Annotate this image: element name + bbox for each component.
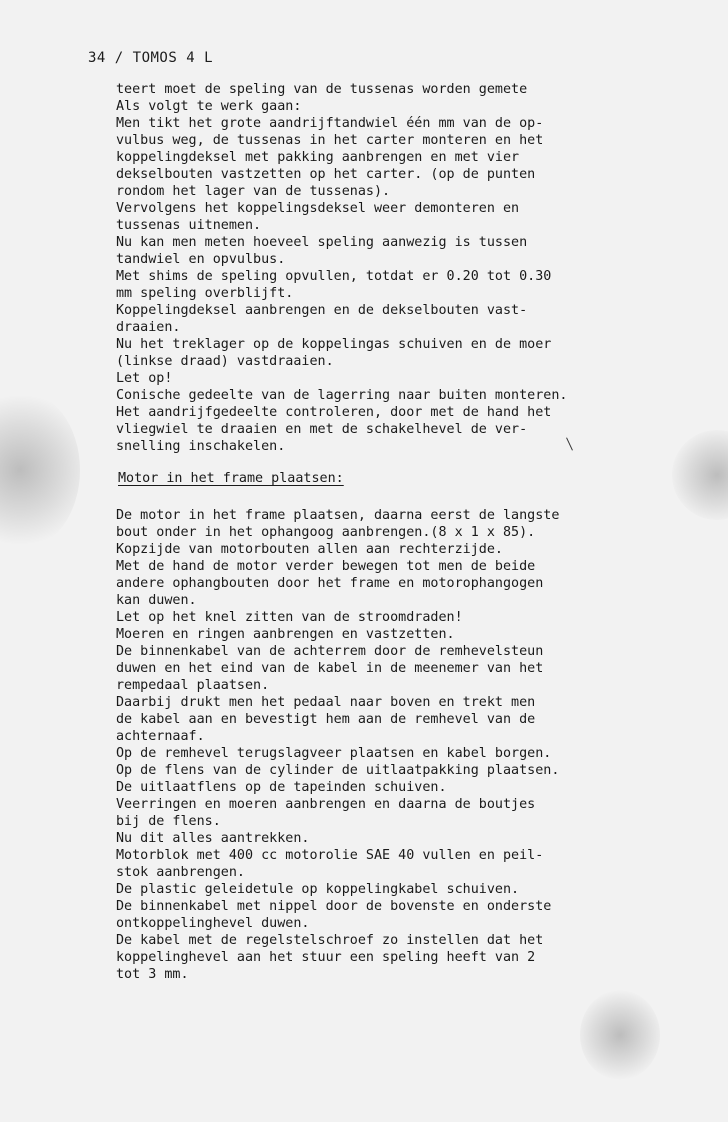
text-line: Conische gedeelte van de lagerring naar buiten monteren. (116, 388, 568, 403)
text-line: Koppelingdeksel aanbrengen en de dekselbouten vast- (116, 303, 528, 318)
text-line: De binnenkabel met nippel door de bovenste en onderste (116, 899, 552, 914)
intro-text-block (116, 81, 676, 455)
text-line: Nu kan men meten hoeveel speling aanwezig is tussen (116, 235, 528, 250)
text-line: bout onder in het ophangoog aanbrengen.(8 x 1 x 85). (116, 525, 536, 540)
text-line: achternaaf. (116, 729, 205, 744)
text-line: De motor in het frame plaatsen, daarna eerst de langste (116, 508, 560, 523)
text-line: Met de hand de motor verder bewegen tot men de beide (116, 559, 536, 574)
text-line: snelling inschakelen. (116, 439, 286, 454)
text-line: rondom het lager van de tussenas). (116, 184, 391, 199)
text-line: andere ophangbouten door het frame en motorophangogen (116, 576, 544, 591)
text-line: Moeren en ringen aanbrengen en vastzetten. (116, 627, 455, 642)
text-line: Het aandrijfgedeelte controleren, door met de hand het (116, 405, 552, 420)
text-line: tandwiel en opvulbus. (116, 252, 286, 267)
text-line: teert moet de speling van de tussenas worden gemete (116, 82, 528, 97)
text-line: Kopzijde van motorbouten allen aan rechterzijde. (116, 542, 503, 557)
text-line: De uitlaatflens op de tapeinden schuiven. (116, 780, 447, 795)
text-line: mm speling overblijft. (116, 286, 294, 301)
right-edge-smudge (672, 430, 728, 520)
text-line: bij de flens. (116, 814, 221, 829)
text-line: Nu dit alles aantrekken. (116, 831, 310, 846)
section-heading: Motor in het frame plaatsen: (118, 471, 344, 486)
text-line: Met shims de speling opvullen, totdat er 0.20 tot 0.30 (116, 269, 552, 284)
page-header: 34 / TOMOS 4 L (88, 50, 214, 66)
text-line: vulbus weg, de tussenas in het carter monteren en het (116, 133, 544, 148)
text-line: (linkse draad) vastdraaien. (116, 354, 334, 369)
text-line: Als volgt te werk gaan: (116, 99, 302, 114)
text-line: rempedaal plaatsen. (116, 678, 270, 693)
left-edge-smudge (0, 390, 80, 550)
text-line: tot 3 mm. (116, 967, 189, 982)
bottom-right-smudge (580, 990, 660, 1080)
text-line: Let op het knel zitten van de stroomdraden! (116, 610, 463, 625)
text-line: Motorblok met 400 cc motorolie SAE 40 vullen en peil- (116, 848, 544, 863)
text-line: Men tikt het grote aandrijftandwiel één mm van de op- (116, 116, 544, 131)
text-line: stok aanbrengen. (116, 865, 245, 880)
section-text-block (116, 507, 676, 983)
text-line: tussenas uitnemen. (116, 218, 262, 233)
text-line: duwen en het eind van de kabel in de meenemer van het (116, 661, 544, 676)
text-line: De binnenkabel van de achterrem door de remhevelsteun (116, 644, 544, 659)
text-line: Let op! (116, 371, 173, 386)
text-line: De plastic geleidetule op koppelingkabel schuiven. (116, 882, 520, 897)
text-line: Daarbij drukt men het pedaal naar boven en trekt men (116, 695, 536, 710)
text-line: De kabel met de regelstelschroef zo instellen dat het (116, 933, 544, 948)
text-line: koppelinghevel aan het stuur een speling heeft van 2 (116, 950, 536, 965)
text-line: ontkoppelinghevel duwen. (116, 916, 310, 931)
text-line: kan duwen. (116, 593, 197, 608)
text-line: Nu het treklager op de koppelingas schuiven en de moer (116, 337, 552, 352)
text-line: Vervolgens het koppelingsdeksel weer demonteren en (116, 201, 520, 216)
text-line: dekselbouten vastzetten op het carter. (op de punten (116, 167, 536, 182)
text-line: Op de flens van de cylinder de uitlaatpakking plaatsen. (116, 763, 560, 778)
text-line: vliegwiel te draaien en met de schakelhevel de ver- (116, 422, 528, 437)
text-line: de kabel aan en bevestigt hem aan de remhevel van de (116, 712, 536, 727)
text-line: Veerringen en moeren aanbrengen en daarna de boutjes (116, 797, 536, 812)
text-line: draaien. (116, 320, 181, 335)
text-line: Op de remhevel terugslagveer plaatsen en kabel borgen. (116, 746, 552, 761)
text-line: koppelingdeksel met pakking aanbrengen en met vier (116, 150, 520, 165)
